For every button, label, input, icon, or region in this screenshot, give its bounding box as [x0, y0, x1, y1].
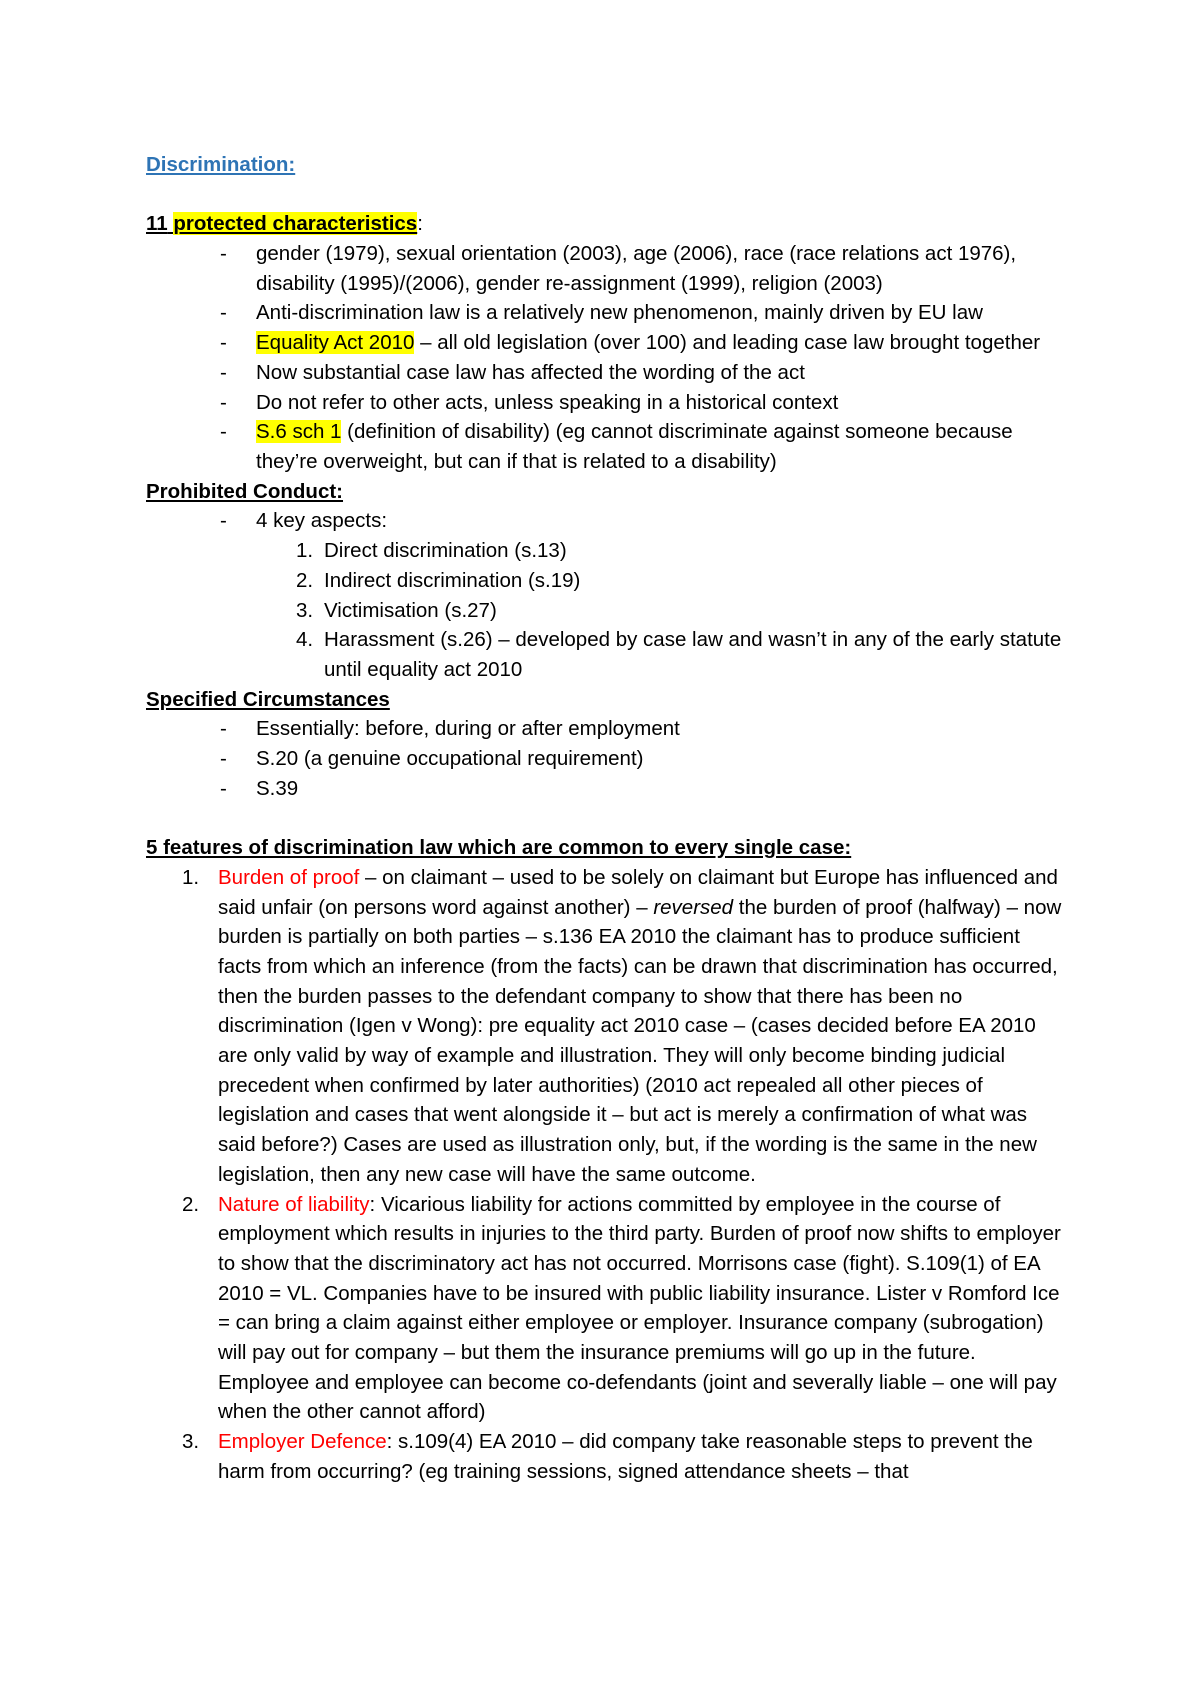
highlighted-term: S.6 sch 1: [256, 420, 342, 444]
list-item: - S.6 sch 1 (definition of disability) (eg cannot discriminate against someone because they’re overweight, but can if that is related to a disability): [256, 417, 1066, 476]
document-title: Discrimination:: [146, 153, 296, 176]
prohibited-list: [146, 506, 1066, 684]
feature-label: Burden of proof: [218, 865, 360, 889]
list-item: - S.39: [256, 774, 1066, 804]
protected-heading-text: protected characteristics: [173, 212, 418, 236]
list-item: - Now substantial case law has affected the wording of the act: [256, 358, 1066, 388]
aspects-list: [252, 536, 1066, 685]
spacer: [146, 803, 1066, 833]
prohibited-heading: Prohibited Conduct:: [146, 479, 344, 503]
list-item: 2. Indirect discrimination (s.19): [296, 568, 581, 592]
feature-item: 2. Nature of liability: Vicarious liability for actions committed by employee in the course of employment which results in injuries to the third party. Burden of proof now shifts to employer to show that the discriminatory act has not occurred. Morrisons case (fight). S.109(1) of EA 2010 = VL. Companies have to be insured with public liability insurance. Lister v Romford Ice = can bring a claim against either employee or employer. Insurance company (subrogation) will pay out for company – but them the insurance premiums will go up in the future. Employee and employee can become co-defendants (joint and severally liable – one will pay when the other cannot afford): [182, 1192, 1061, 1424]
feature-label: Nature of liability: [218, 1192, 370, 1216]
feature-item: 1. Burden of proof – on claimant – used to be solely on claimant but Europe has influenced and said unfair (on persons word against another) – reversed the burden of proof (halfway) – now burden is partially on both parties – s.136 EA 2010 the claimant has to produce sufficient facts from which an inference (from the facts) can be drawn that discrimination has occurred, then the burden passes to the defendant company to show that there has been no discrimination (Igen v Wong): pre equality act 2010 case – (cases decided before EA 2010 are only valid by way of example and illustration. They will only become binding judicial precedent when confirmed by later authorities) (2010 act repealed all other pieces of legislation and cases that went alongside it – but act is merely a confirmation of what was said before?) Cases are used as illustration only, but, if the wording is the same in the new legislation, then any new case will have the same outcome.: [182, 865, 1062, 1186]
list-item: 3. Victimisation (s.27): [296, 598, 497, 622]
specified-heading: Specified Circumstances: [146, 687, 390, 711]
highlighted-term: Equality Act 2010: [256, 331, 415, 355]
protected-list: [146, 239, 1066, 477]
list-item: - 4 key aspects: 1. Direct discrimination (s.13) 2. Indirect discrimination (s.19) 3. Victimisation (s.27) 4. Harassment (s.26) – developed by case law and wasn’t in any of the early statute until equality act 2010: [256, 506, 1066, 684]
features-heading: 5 features of discrimination law which are common to every single case:: [146, 836, 852, 860]
spacer: [146, 180, 1066, 210]
document-page: [146, 150, 1066, 1487]
list-item: - Anti-discrimination law is a relatively new phenomenon, mainly driven by EU law: [256, 298, 1066, 328]
list-item: - Essentially: before, during or after employment: [256, 714, 1066, 744]
protected-heading: [146, 209, 1066, 239]
list-item: - gender (1979), sexual orientation (2003), age (2006), race (race relations act 1976), disability (1995)/(2006), gender re-assignment (1999), religion (2003): [256, 239, 1066, 298]
protected-heading-suffix: :: [417, 212, 423, 236]
features-list: [146, 863, 1066, 1487]
protected-heading-number: 11: [146, 212, 168, 236]
list-item: - Do not refer to other acts, unless speaking in a historical context: [256, 388, 1066, 418]
feature-item: 3. Employer Defence: s.109(4) EA 2010 – did company take reasonable steps to prevent the harm from occurring? (eg training sessions, signed attendance sheets – that: [182, 1430, 1033, 1483]
list-item: 1. Direct discrimination (s.13): [296, 539, 567, 563]
list-item: - S.20 (a genuine occupational requirement): [256, 744, 1066, 774]
feature-label: Employer Defence: [218, 1430, 387, 1454]
list-item: - Equality Act 2010 – all old legislation (over 100) and leading case law brought together: [256, 328, 1066, 358]
list-item: 4. Harassment (s.26) – developed by case law and wasn’t in any of the early statute until equality act 2010: [296, 628, 1062, 681]
specified-list: [146, 714, 1066, 803]
